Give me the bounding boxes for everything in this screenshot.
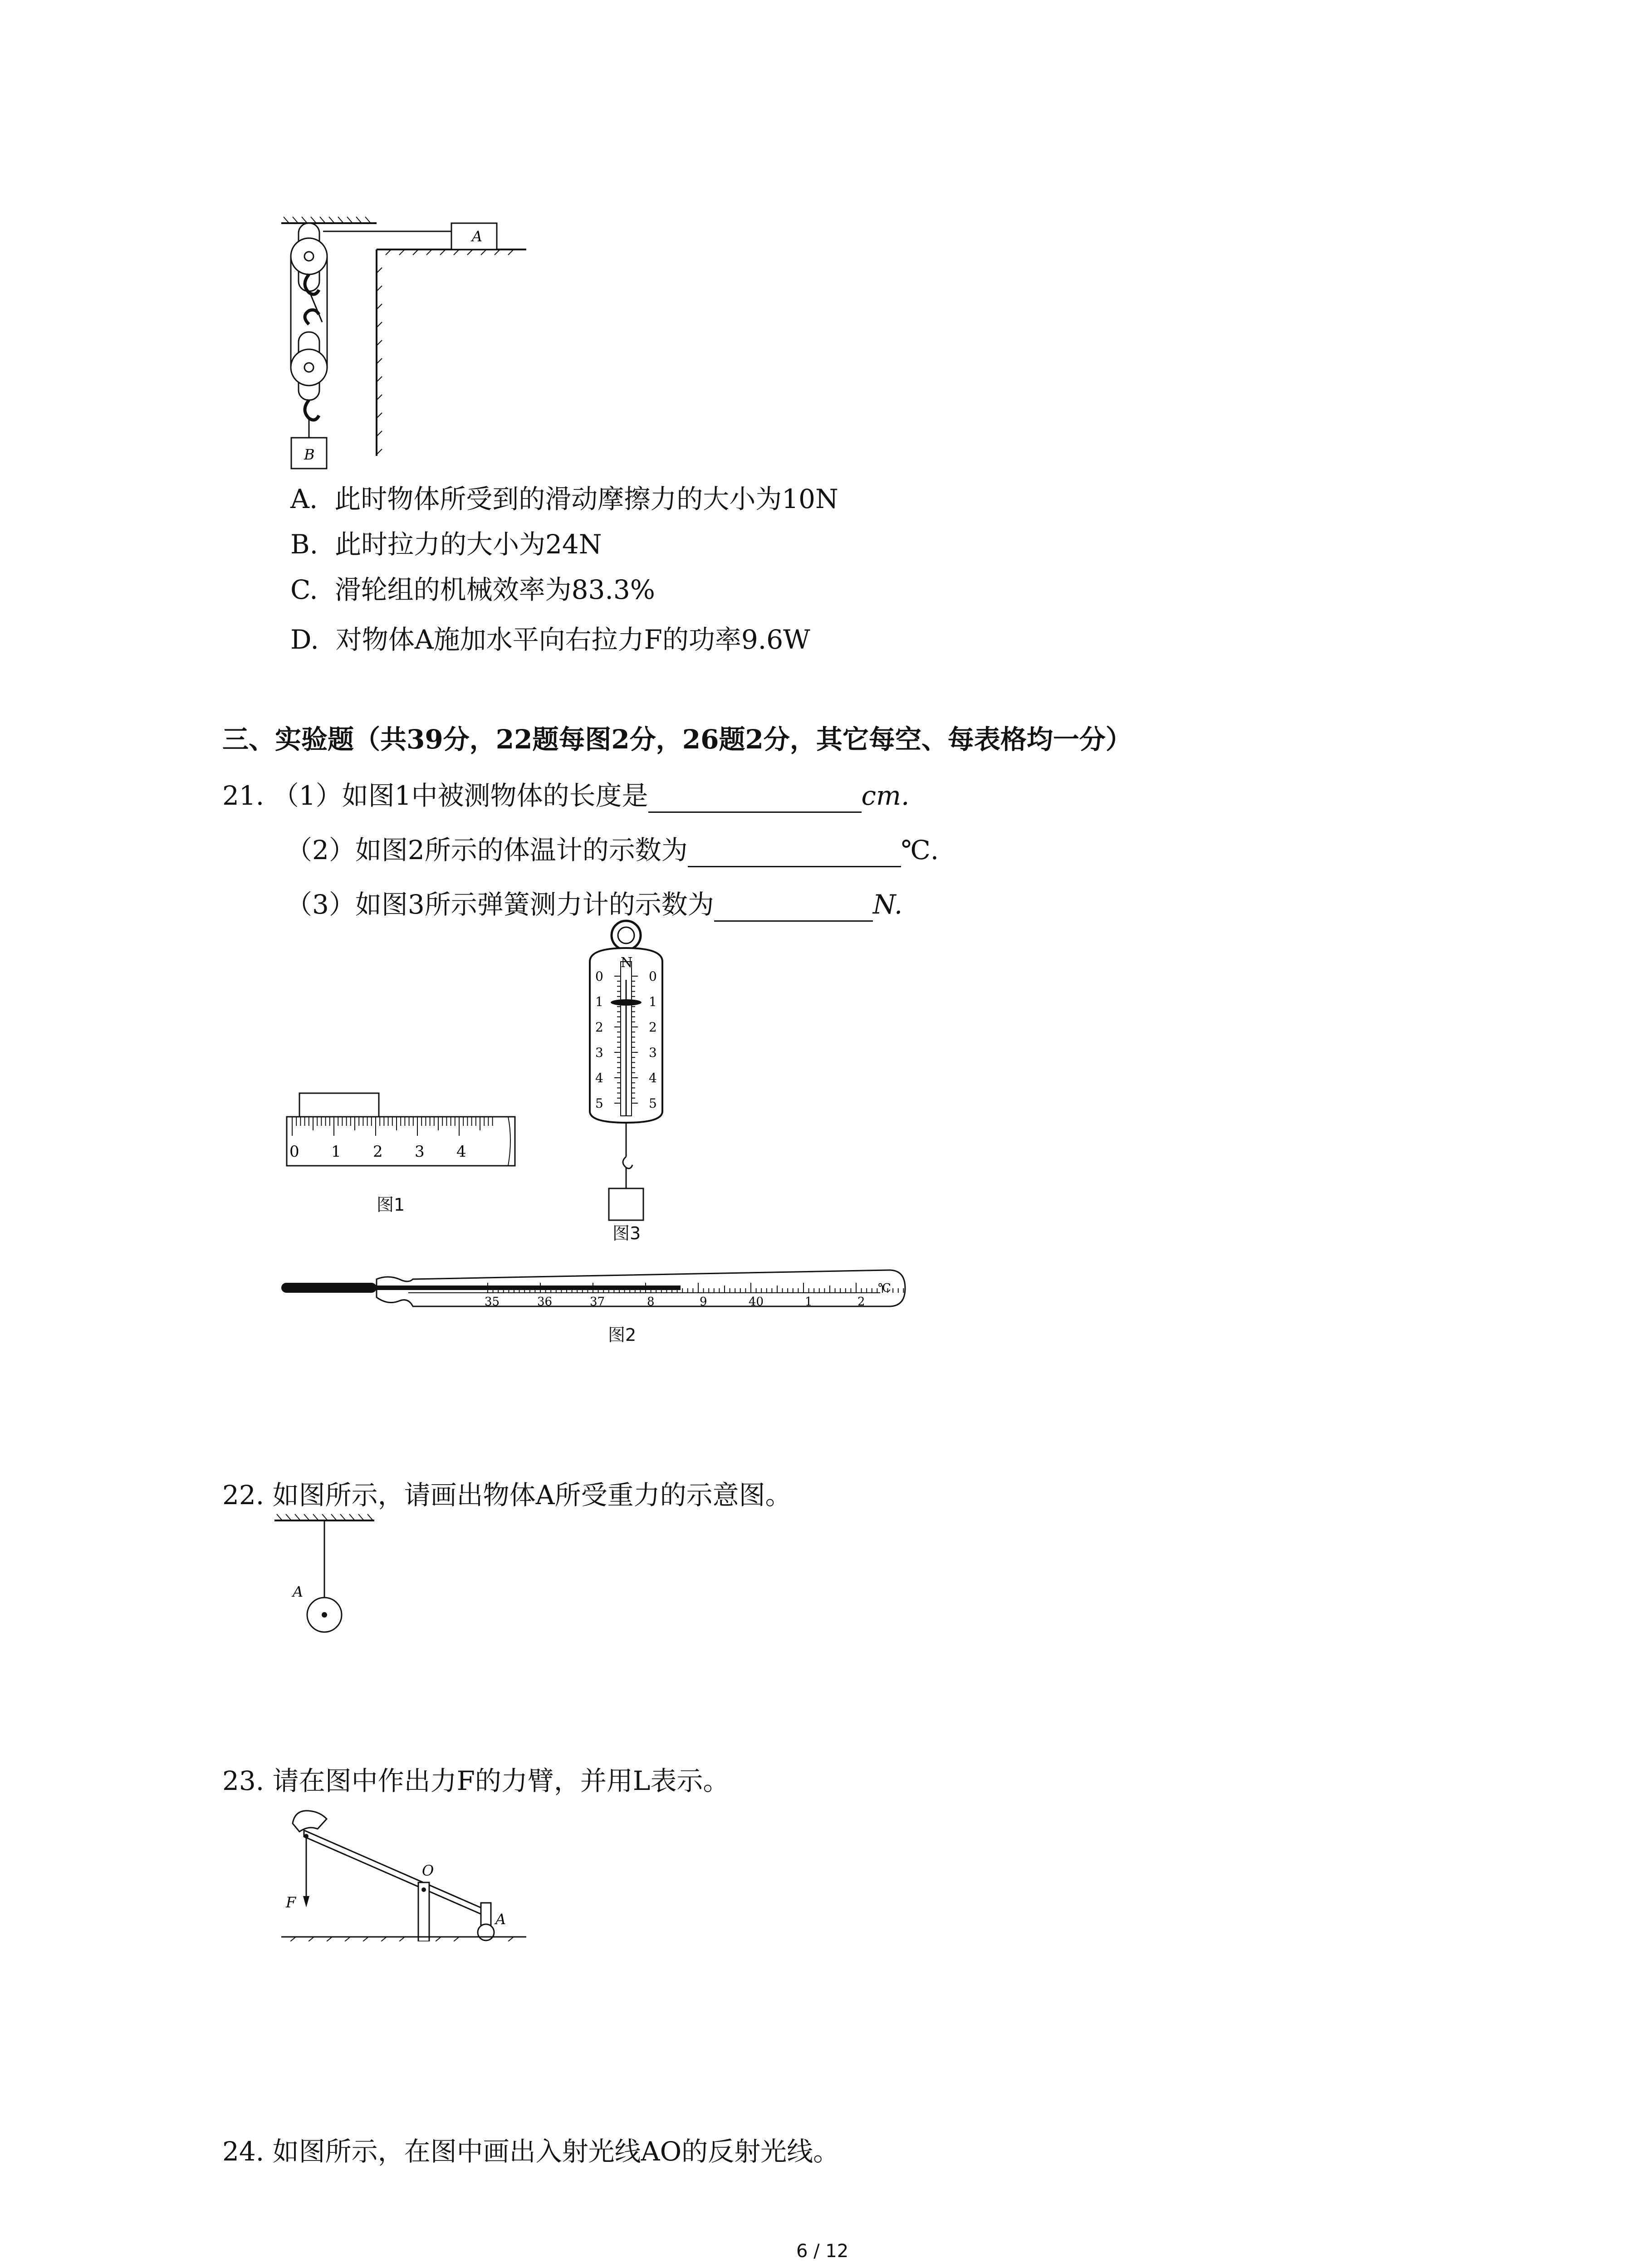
scale-left-2: 2 xyxy=(595,1020,603,1035)
q21-part-1 xyxy=(222,778,909,813)
scale-right-3: 3 xyxy=(649,1045,657,1060)
ruler-tick-1: 1 xyxy=(331,1143,341,1161)
q21-answer-blank-2[interactable] xyxy=(688,839,901,867)
thermometer-unit: ℃ xyxy=(878,1281,892,1295)
scale-right-2: 2 xyxy=(649,1020,657,1035)
option-b-letter: B. xyxy=(290,529,318,560)
q21-part-1-unit: cm. xyxy=(861,780,910,811)
option-d-text: 对物体A施加水平向右拉力F的功率9.6W xyxy=(335,624,810,655)
block-b-label: B xyxy=(304,446,315,463)
option-c-text: 滑轮组的机械效率为83.3% xyxy=(334,574,655,605)
q21-part-2-unit: ℃. xyxy=(901,835,939,865)
thermo-tick-35: 35 xyxy=(485,1295,500,1309)
q24-text: 24. 如图所示，在图中画出入射光线AO的反射光线。 xyxy=(222,2136,840,2167)
ruler-tick-2: 2 xyxy=(373,1143,383,1161)
q21-answer-blank-1[interactable] xyxy=(648,784,862,813)
option-b xyxy=(290,527,602,562)
thermo-tick-39: 9 xyxy=(700,1295,707,1309)
scale-right-5: 5 xyxy=(649,1096,657,1111)
thermo-tick-38: 8 xyxy=(647,1295,655,1309)
q23-text: 23. 请在图中作出力F的力臂，并用L表示。 xyxy=(222,1765,730,1796)
ruler-tick-4: 4 xyxy=(456,1143,466,1161)
scale-left-1: 1 xyxy=(595,994,603,1009)
figure-2-caption: 图2 xyxy=(608,1325,637,1345)
lever-label-o: O xyxy=(422,1862,434,1879)
scale-right-0: 0 xyxy=(649,969,657,984)
thermo-tick-37: 37 xyxy=(590,1295,605,1309)
option-b-text: 此时拉力的大小为24N xyxy=(334,529,602,560)
q21-answer-blank-3[interactable] xyxy=(714,893,873,922)
thermo-tick-42: 2 xyxy=(857,1295,865,1309)
scale-left-3: 3 xyxy=(595,1045,603,1060)
pulley-figure xyxy=(272,213,535,485)
thermo-tick-36: 36 xyxy=(537,1295,553,1309)
option-d-letter: D. xyxy=(290,624,319,655)
q21-part-2-text: （2）如图2所示的体温计的示数为 xyxy=(286,835,688,865)
pendulum-figure xyxy=(272,1510,381,1647)
lever-figure xyxy=(272,1805,535,1941)
thermo-tick-41: 1 xyxy=(805,1295,813,1309)
ruler-tick-3: 3 xyxy=(415,1143,425,1161)
option-c xyxy=(290,572,655,607)
section-3-title: 三、实验题（共39分，22题每图2分，26题2分，其它每空、每表格均一分） xyxy=(222,724,1132,755)
lever-label-f: F xyxy=(286,1894,296,1911)
scale-right-1: 1 xyxy=(649,994,657,1009)
option-a xyxy=(290,482,838,516)
q22-text: 22. 如图所示，请画出物体A所受重力的示意图。 xyxy=(222,1480,792,1510)
q21-part-3-text: （3）如图3所示弹簧测力计的示数为 xyxy=(286,889,714,920)
option-c-letter: C. xyxy=(290,574,318,605)
q21-part-3-unit: N. xyxy=(872,889,903,920)
spring-scale-figure xyxy=(581,916,671,1234)
scale-left-5: 5 xyxy=(595,1096,603,1111)
option-d xyxy=(290,622,810,657)
scale-left-4: 4 xyxy=(595,1070,603,1085)
ruler-tick-0: 0 xyxy=(289,1143,299,1161)
option-a-text: 此时物体所受到的滑动摩擦力的大小为10N xyxy=(334,484,838,514)
page-number: 6 / 12 xyxy=(796,2241,849,2262)
scale-left-0: 0 xyxy=(595,969,603,984)
lever-label-a: A xyxy=(495,1911,506,1928)
figure-1-caption: 图1 xyxy=(377,1195,405,1215)
pendulum-label-a: A xyxy=(293,1583,304,1600)
option-a-letter: A. xyxy=(290,484,318,514)
q21-part-2 xyxy=(286,833,939,867)
thermometer-figure xyxy=(272,1266,907,1320)
q21-number: 21. xyxy=(222,780,265,811)
q21-part-1-text: （1）如图1中被测物体的长度是 xyxy=(272,780,648,811)
scale-right-4: 4 xyxy=(649,1070,657,1085)
thermo-tick-40: 40 xyxy=(749,1295,764,1309)
block-a-label: A xyxy=(472,228,483,245)
figure-3-caption: 图3 xyxy=(612,1223,641,1243)
spring-scale-unit: N xyxy=(621,955,633,971)
ruler-figure xyxy=(286,1084,522,1184)
